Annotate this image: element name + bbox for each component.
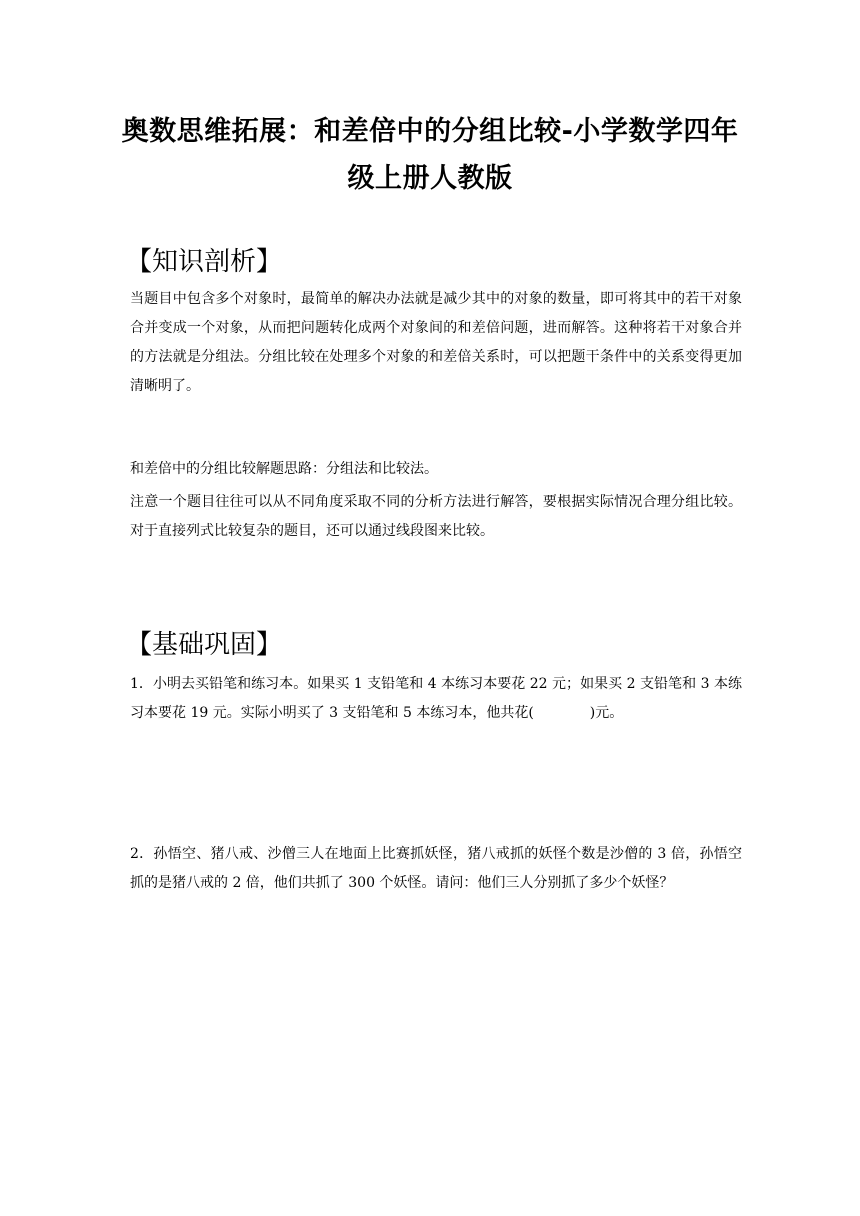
question-2: 2．孙悟空、猪八戒、沙僧三人在地面上比赛抓妖怪，猪八戒抓的妖怪个数是沙僧的 3 倍，孙悟空抓的是猪八戒的 2 倍，他们共抓了 300 个妖怪。请问：他们三人分别抓了多少个妖怪？ [130, 846, 742, 891]
knowledge-paragraph-3: 注意一个题目往往可以从不同角度采取不同的分析方法进行解答，要根据实际情况合理分组比较。对于直接列式比较复杂的题目，还可以通过线段图来比较。 [130, 494, 742, 539]
basics-heading: 【基础巩固】 [126, 630, 283, 660]
question-1-tail: )元。 [589, 705, 624, 721]
question-1-text: 1．小明去买铅笔和练习本。如果买 1 支铅笔和 4 本练习本要花 22 元；如果买 2 支铅笔和 3 本练习本要花 19 元。实际小明买了 3 支铅笔和 5 本练习本，他共花( [130, 676, 742, 721]
knowledge-heading: 【知识剖析】 [126, 247, 283, 277]
title-line-2: 级上册人教版 [347, 163, 513, 194]
question-1 [130, 670, 742, 728]
knowledge-paragraph-1: 当题目中包含多个对象时，最简单的解决办法就是减少其中的对象的数量，即可将其中的若干对象合并变成一个对象，从而把问题转化成两个对象间的和差倍问题，进而解答。这种将若干对象合并的方法就是分组法。分组比较在处理多个对象的和差倍关系时，可以把题干条件中的关系变得更加清晰明了。 [130, 291, 742, 394]
document-title [110, 108, 750, 202]
title-line-1: 奥数思维拓展：和差倍中的分组比较-小学数学四年 [121, 116, 739, 147]
knowledge-paragraph-2: 和差倍中的分组比较解题思路：分组法和比较法。 [130, 461, 438, 477]
